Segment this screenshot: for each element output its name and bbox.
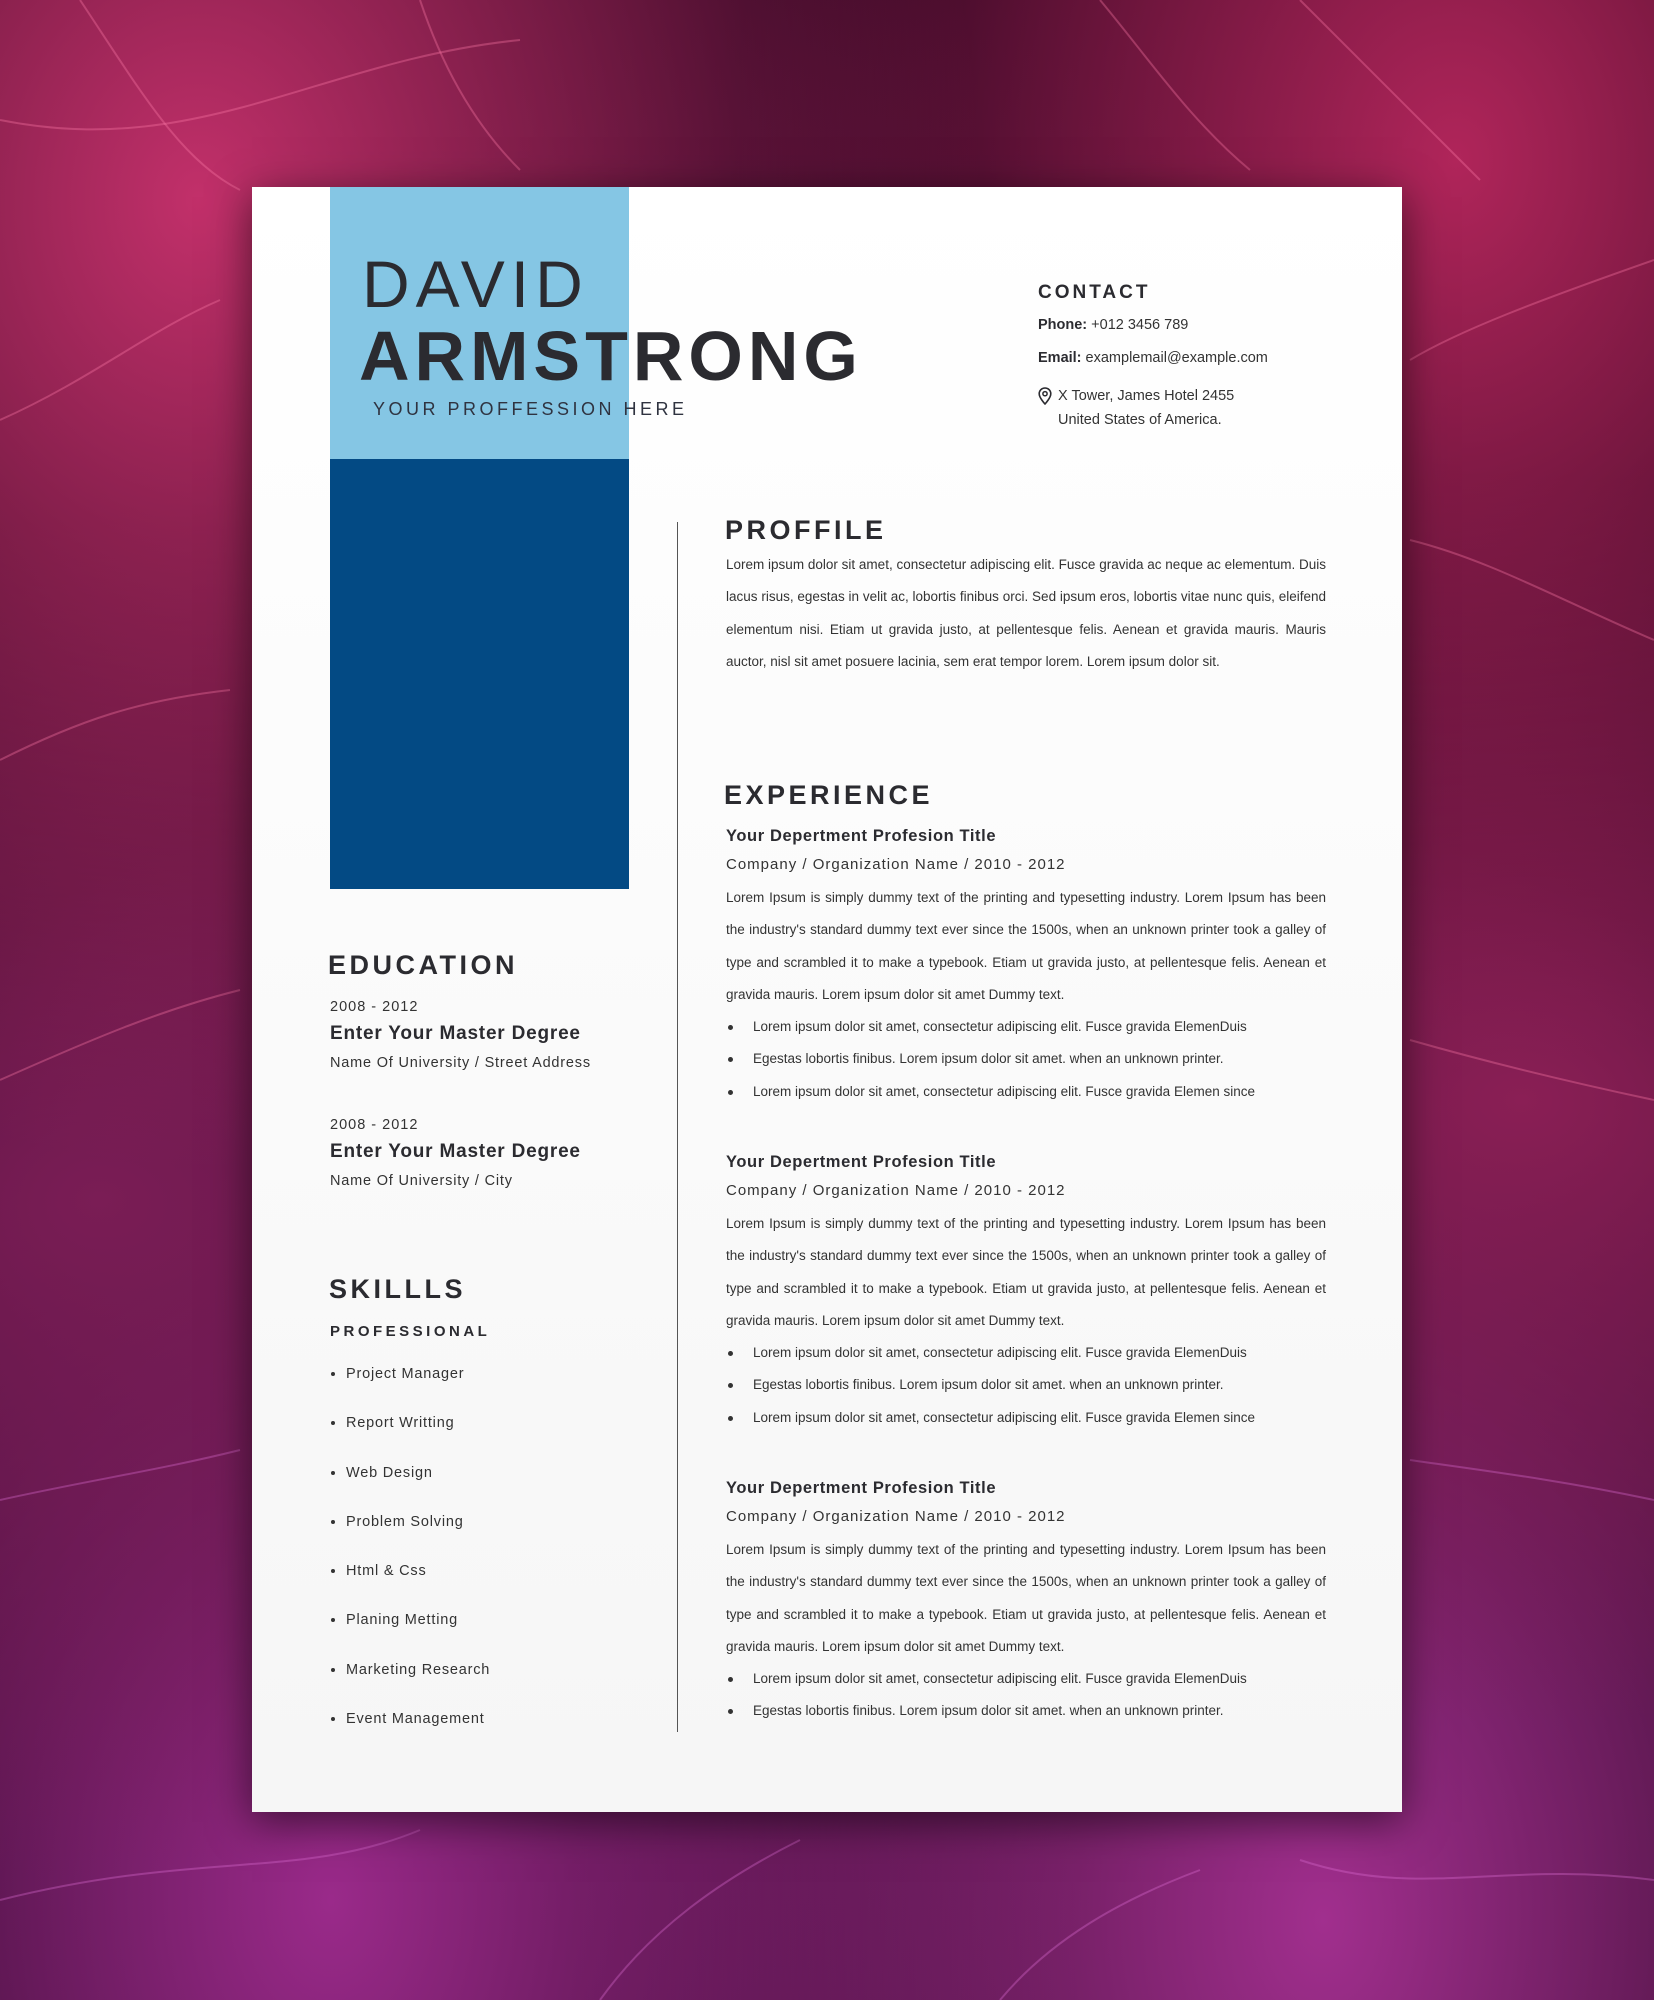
job-bullet: Lorem ipsum dolor sit amet, consectetur adipiscing elit. Fusce gravida ElemenDuis bbox=[726, 1011, 1326, 1043]
job-company: Company / Organization Name / 2010 - 2012 bbox=[726, 1182, 1066, 1199]
bullet-dot-icon bbox=[331, 1471, 335, 1475]
bullet-dot-icon bbox=[728, 1057, 733, 1062]
experience-item bbox=[726, 827, 1326, 1108]
last-name: ARMSTRONG bbox=[359, 317, 863, 395]
bullet-dot-icon bbox=[331, 1421, 335, 1425]
bullet-dot-icon bbox=[728, 1025, 733, 1030]
bullet-dot-icon bbox=[728, 1383, 733, 1388]
education-school: Name Of University / City bbox=[330, 1173, 513, 1189]
job-description: Lorem Ipsum is simply dummy text of the printing and typesetting industry. Lorem Ipsum has been the industry's standard dummy text ever since the 1500s, when an unknown printer took a galley of type and scrambled it to make a typebook. Etiam ut gravida justo, at pellentesque felis. Aenean et gravida mauris. Lorem ipsum dolor sit amet Dummy text. bbox=[726, 1216, 1326, 1328]
job-bullet: Lorem ipsum dolor sit amet, consectetur adipiscing elit. Fusce gravida ElemenDuis bbox=[726, 1663, 1326, 1695]
skill-item: Planing Metting bbox=[330, 1608, 490, 1657]
email-value[interactable]: examplemail@example.com bbox=[1085, 350, 1268, 367]
job-bullets bbox=[726, 1011, 1326, 1108]
bullet-dot-icon bbox=[728, 1351, 733, 1356]
profile-text: Lorem ipsum dolor sit amet, consectetur adipiscing elit. Fusce gravida ac neque ac elementum. Duis lacus risus, egestas in velit ac, lobortis finibus orci. Sed ipsum eros, lobortis vitae nunc quis, eleifend elementum nisi. Etiam ut gravida justo, at pellentesque felis. Aenean et gravida mauris. Mauris auctor, nisl sit amet posuere lacinia, sem erat tempor lorem. Lorem ipsum dolor sit. bbox=[726, 557, 1326, 669]
job-title: Your Depertment Profesion Title bbox=[726, 1479, 997, 1497]
skill-item: Marketing Research bbox=[330, 1658, 490, 1707]
phone-label: Phone: bbox=[1038, 317, 1088, 333]
skills-heading: SKILLLS bbox=[329, 1274, 466, 1304]
job-description: Lorem Ipsum is simply dummy text of the printing and typesetting industry. Lorem Ipsum has been the industry's standard dummy text ever since the 1500s, when an unknown printer took a galley of type and scrambled it to make a typebook. Etiam ut gravida justo, at pellentesque felis. Aenean et gravida mauris. Lorem ipsum dolor sit amet Dummy text. bbox=[726, 890, 1326, 1002]
education-entry bbox=[330, 999, 591, 1071]
experience-heading: EXPERIENCE bbox=[724, 780, 934, 810]
bullet-dot-icon bbox=[331, 1569, 335, 1573]
bullet-dot-icon bbox=[331, 1668, 335, 1672]
email-label: Email: bbox=[1038, 350, 1082, 367]
bullet-dot-icon bbox=[331, 1717, 335, 1721]
skill-item: Web Design bbox=[330, 1461, 490, 1510]
contact-section bbox=[1038, 282, 1368, 432]
bullet-dot-icon bbox=[331, 1520, 335, 1524]
skills-list bbox=[330, 1362, 490, 1756]
education-degree: Enter Your Master Degree bbox=[330, 1023, 581, 1044]
bullet-dot-icon bbox=[728, 1677, 733, 1682]
education-degree: Enter Your Master Degree bbox=[330, 1141, 581, 1162]
column-divider bbox=[677, 522, 678, 1732]
job-bullet: Lorem ipsum dolor sit amet, consectetur adipiscing elit. Fusce gravida ElemenDuis bbox=[726, 1337, 1326, 1369]
profile-heading: PROFFILE bbox=[725, 515, 887, 545]
education-school: Name Of University / Street Address bbox=[330, 1055, 591, 1071]
education-years: 2008 - 2012 bbox=[330, 1117, 419, 1133]
skill-item: Problem Solving bbox=[330, 1510, 490, 1559]
bullet-dot-icon bbox=[728, 1416, 733, 1421]
map-pin-icon bbox=[1038, 384, 1058, 432]
address-line-1: X Tower, James Hotel 2455 bbox=[1058, 387, 1235, 404]
education-heading: EDUCATION bbox=[328, 950, 518, 980]
job-title: Your Depertment Profesion Title bbox=[726, 1153, 997, 1171]
education-entry bbox=[330, 1117, 581, 1189]
profile-section bbox=[726, 549, 1326, 678]
job-bullet: Lorem ipsum dolor sit amet, consectetur adipiscing elit. Fusce gravida Elemen since bbox=[726, 1402, 1326, 1434]
skill-item: Project Manager bbox=[330, 1362, 490, 1411]
job-description: Lorem Ipsum is simply dummy text of the printing and typesetting industry. Lorem Ipsum has been the industry's standard dummy text ever since the 1500s, when an unknown printer took a galley of type and scrambled it to make a typebook. Etiam ut gravida justo, at pellentesque felis. Aenean et gravida mauris. Lorem ipsum dolor sit amet Dummy text. bbox=[726, 1542, 1326, 1654]
job-bullet: Egestas lobortis finibus. Lorem ipsum dolor sit amet. when an unknown printer. bbox=[726, 1369, 1326, 1401]
photo-placeholder-block bbox=[330, 459, 629, 889]
skill-item: Report Writting bbox=[330, 1411, 490, 1460]
address-row bbox=[1038, 384, 1368, 432]
job-bullet: Egestas lobortis finibus. Lorem ipsum dolor sit amet. when an unknown printer. bbox=[726, 1695, 1326, 1727]
profession-title: YOUR PROFFESSION HERE bbox=[373, 399, 688, 419]
bullet-dot-icon bbox=[728, 1709, 733, 1714]
resume-page bbox=[252, 187, 1402, 1812]
experience-item bbox=[726, 1479, 1326, 1728]
job-company: Company / Organization Name / 2010 - 2012 bbox=[726, 1508, 1066, 1525]
education-years: 2008 - 2012 bbox=[330, 999, 419, 1015]
skill-item: Event Management bbox=[330, 1707, 490, 1756]
job-company: Company / Organization Name / 2010 - 2012 bbox=[726, 856, 1066, 873]
email-row bbox=[1038, 350, 1368, 367]
job-bullets bbox=[726, 1663, 1326, 1728]
first-name: DAVID bbox=[362, 247, 589, 321]
experience-item bbox=[726, 1153, 1326, 1434]
phone-value: +012 3456 789 bbox=[1091, 317, 1189, 333]
phone-row bbox=[1038, 317, 1368, 334]
skills-subheading: PROFESSIONAL bbox=[330, 1323, 491, 1340]
bullet-dot-icon bbox=[331, 1618, 335, 1622]
job-title: Your Depertment Profesion Title bbox=[726, 827, 997, 845]
job-bullets bbox=[726, 1337, 1326, 1434]
bullet-dot-icon bbox=[331, 1372, 335, 1376]
skill-item: Html & Css bbox=[330, 1559, 490, 1608]
job-bullet: Lorem ipsum dolor sit amet, consectetur adipiscing elit. Fusce gravida Elemen since bbox=[726, 1076, 1326, 1108]
job-bullet: Egestas lobortis finibus. Lorem ipsum dolor sit amet. when an unknown printer. bbox=[726, 1043, 1326, 1075]
contact-heading: CONTACT bbox=[1038, 282, 1151, 303]
bullet-dot-icon bbox=[728, 1090, 733, 1095]
address-line-2: United States of America. bbox=[1058, 411, 1222, 428]
